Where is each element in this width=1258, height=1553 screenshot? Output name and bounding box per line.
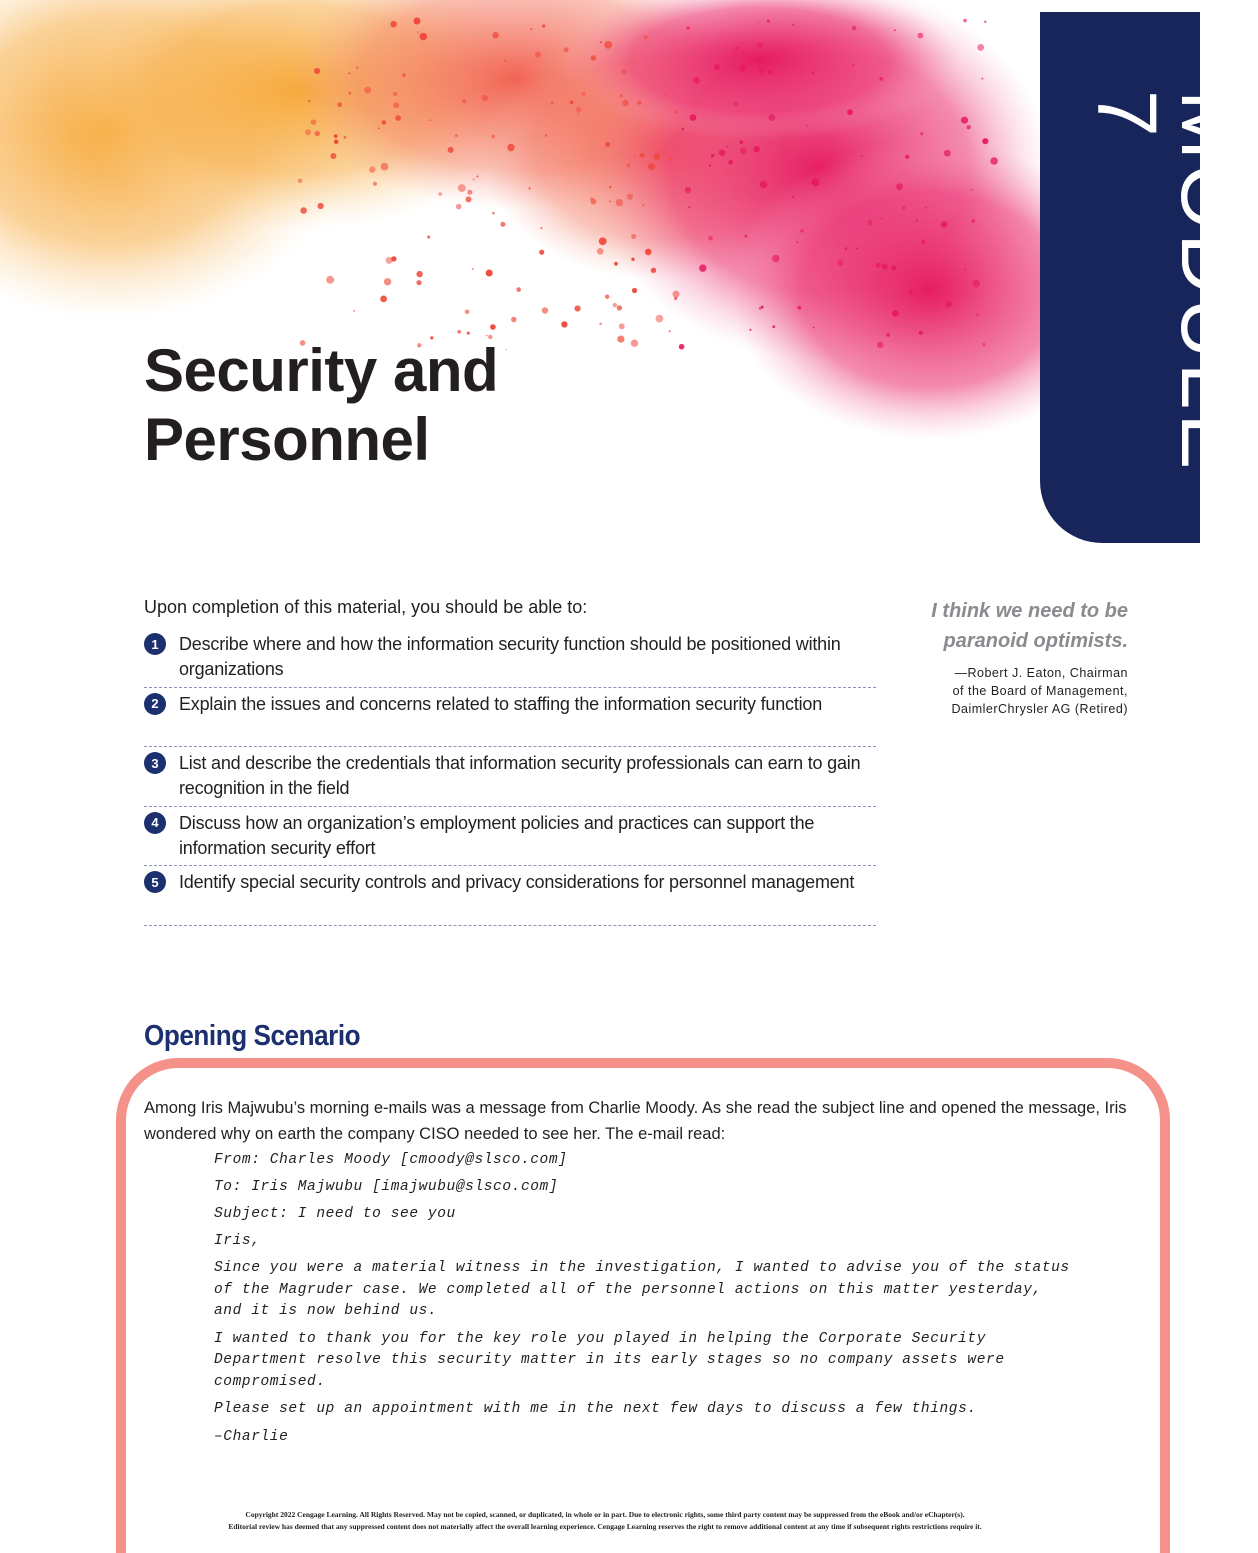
paint-speckle <box>856 247 858 249</box>
paint-speckle <box>753 146 759 152</box>
paint-speckle <box>305 129 311 135</box>
paint-speckle <box>739 65 746 72</box>
paint-speckle <box>511 317 516 322</box>
paint-speckle <box>648 163 655 170</box>
paint-speckle <box>545 134 547 136</box>
paint-speckle <box>609 200 611 202</box>
paint-speckle <box>909 290 913 294</box>
paint-speckle <box>961 117 968 124</box>
paint-speckle <box>941 221 948 228</box>
paint-speckle <box>982 138 988 144</box>
email-greeting: Iris, <box>214 1233 261 1249</box>
learning-objectives-list <box>144 628 876 926</box>
paint-speckle <box>542 24 545 27</box>
paint-speckle <box>977 44 984 51</box>
paint-speckle <box>966 125 970 129</box>
paint-speckle <box>417 31 419 33</box>
paint-speckle <box>364 87 371 94</box>
paint-speckle <box>905 155 909 159</box>
paint-speckle <box>599 323 602 326</box>
paint-speckle <box>540 227 542 229</box>
paint-speckle <box>551 101 554 104</box>
paint-speckle <box>430 119 432 121</box>
paint-speckle <box>528 187 530 189</box>
paint-speckle <box>686 26 690 30</box>
paint-speckle <box>311 119 317 125</box>
paint-speckle <box>902 206 905 209</box>
paint-speckle <box>472 268 474 270</box>
paint-speckle <box>946 301 952 307</box>
paint-speckle <box>631 234 636 239</box>
paint-speckle <box>693 77 700 84</box>
paint-speckle <box>726 146 728 148</box>
paint-speckle <box>578 113 580 115</box>
paint-speckle <box>634 156 636 158</box>
paint-speckle <box>455 134 458 137</box>
objectives-heading: Upon completion of this material, you should be able to: <box>144 597 588 617</box>
objective-number-badge: 4 <box>144 812 166 834</box>
paint-speckle <box>597 248 604 255</box>
paint-speckle <box>673 291 680 298</box>
paint-speckle <box>490 324 496 330</box>
paint-speckle <box>476 175 478 177</box>
paint-speckle <box>427 236 430 239</box>
paint-speckle <box>674 297 677 300</box>
paint-speckle <box>622 100 629 107</box>
paint-speckle <box>735 46 739 50</box>
paint-speckle <box>868 220 873 225</box>
paint-speckle <box>758 43 763 48</box>
paint-speckle <box>886 333 890 337</box>
paint-speckle <box>356 66 359 69</box>
paint-speckle <box>984 21 986 23</box>
paint-speckle <box>334 134 338 138</box>
paint-speckle <box>990 157 998 165</box>
paint-speckle <box>733 66 735 68</box>
paint-speckle <box>837 260 843 266</box>
paint-speckle <box>669 330 671 332</box>
paint-speckle <box>709 165 711 167</box>
paint-speckle <box>609 186 611 188</box>
email-signoff: –Charlie <box>214 1428 289 1445</box>
objective-item <box>144 688 876 748</box>
paint-speckle <box>390 21 396 27</box>
paint-speckle <box>852 64 855 67</box>
paint-speckle <box>614 262 618 266</box>
module-tab <box>1040 12 1258 543</box>
module-label: MODULE 7 <box>1080 90 1258 474</box>
paint-speckle <box>373 182 377 186</box>
paint-speckle <box>620 94 623 97</box>
paint-speckle <box>971 189 973 191</box>
paint-speckle <box>719 149 725 155</box>
paint-speckle <box>600 41 602 43</box>
paint-speckle <box>772 255 779 262</box>
paint-speckle <box>892 310 899 317</box>
objective-text: Describe where and how the information security function should be positioned within organizations <box>179 634 841 679</box>
paint-speckle <box>393 92 397 96</box>
paint-speckle <box>492 32 499 39</box>
paint-speckle <box>384 278 391 285</box>
paint-speckle <box>462 99 466 103</box>
paint-speckle <box>504 60 506 62</box>
paint-speckle <box>507 144 514 151</box>
paint-speckle <box>416 280 421 285</box>
paint-speckle <box>664 93 666 95</box>
email-to-line: To: Iris Majwubu [imajwubu@slsco.com] <box>214 1179 559 1195</box>
paint-speckle <box>308 100 310 102</box>
objective-item <box>144 747 876 807</box>
paint-speckle <box>734 102 738 106</box>
paint-speckle <box>591 55 596 60</box>
paint-speckle <box>326 276 334 284</box>
attribution-line: of the Board of Management, <box>952 684 1128 698</box>
epigraph-quote <box>884 596 1128 718</box>
objective-text: Explain the issues and concerns related to staffing the information security function <box>179 693 823 714</box>
paint-speckle <box>500 222 505 227</box>
paint-speckle <box>599 237 607 245</box>
quote-text: I think we need to be paranoid optimists. <box>931 600 1128 652</box>
paint-speckle <box>812 72 814 74</box>
paint-speckle <box>879 77 883 81</box>
paint-speckle <box>337 102 342 107</box>
paint-speckle <box>314 68 320 74</box>
objective-text: List and describe the credentials that information security professionals can earn to gain recognition in the field <box>179 753 861 798</box>
paint-speckle <box>813 327 815 329</box>
objective-text: Identify special security controls and privacy considerations for personnel management <box>179 872 855 892</box>
paint-speckle <box>656 315 664 323</box>
paint-speckle <box>758 68 764 74</box>
paint-speckle <box>456 204 462 210</box>
paint-speckle <box>852 26 857 31</box>
paint-speckle <box>896 183 903 190</box>
paint-speckle <box>393 102 399 108</box>
powder-splash-image <box>0 0 1200 560</box>
paint-speckle <box>380 296 387 303</box>
paint-speckle <box>590 197 593 200</box>
paint-speckle <box>640 153 645 158</box>
paint-speckle <box>922 240 926 244</box>
paint-speckle <box>353 310 355 312</box>
title-line-2: Personnel <box>144 406 430 473</box>
paint-speckle <box>627 164 631 168</box>
paint-speckle <box>466 196 472 202</box>
paint-speckle <box>669 158 671 160</box>
email-from-line: From: Charles Moody [cmoody@slsco.com] <box>214 1152 568 1168</box>
paint-speckle <box>416 271 422 277</box>
paint-speckle <box>682 128 685 131</box>
objective-number-badge: 5 <box>144 871 166 893</box>
paint-speckle <box>315 131 320 136</box>
paint-speckle <box>539 250 544 255</box>
paint-speckle <box>745 235 748 238</box>
paint-speckle <box>876 263 881 268</box>
paint-speckle <box>381 163 389 171</box>
paint-speckle <box>391 256 396 261</box>
page-title <box>144 336 644 474</box>
title-line-1: Security and <box>144 337 499 404</box>
paint-speckle <box>561 321 567 327</box>
paint-speckle <box>918 33 924 39</box>
paint-speckle <box>535 52 541 58</box>
paint-speckle <box>772 325 775 328</box>
paint-speckle <box>845 247 848 250</box>
paint-speckle <box>637 101 641 105</box>
attribution-line: DaimlerChrysler AG (Retired) <box>951 702 1128 716</box>
paint-speckle <box>564 47 569 52</box>
objective-item <box>144 807 876 867</box>
paint-speckle <box>861 155 863 157</box>
email-paragraph: I wanted to thank you for the key role you played in helping the Corporate Security Department resolve this security matter in its early stages so no company assets were compromised. <box>214 1330 1005 1390</box>
paint-speckle <box>792 24 794 26</box>
email-paragraph: Since you were a material witness in the investigation, I wanted to advise you of the status of the Magruder case. We completed all of the personnel actions on this matter yesterday, and it is now behind us. <box>214 1260 1070 1319</box>
paint-speckle <box>740 141 744 145</box>
paint-speckle <box>976 313 979 316</box>
copyright-line: Copyright 2022 Cengage Learning. All Rights Reserved. May not be copied, scanned, or duplicated, in whole or in part. Due to electronic rights, some third party content may be suppressed from the eBook and/or eChapter(s). <box>245 1510 965 1519</box>
paint-speckle <box>492 135 496 139</box>
paint-speckle <box>570 101 574 105</box>
paint-speckle <box>448 147 454 153</box>
paint-speckle <box>575 305 581 311</box>
paint-speckle <box>749 329 751 331</box>
objective-item <box>144 866 876 926</box>
opening-scenario-heading: Opening Scenario <box>144 1020 361 1052</box>
paint-speckle <box>964 268 966 270</box>
paint-speckle <box>925 207 927 209</box>
copyright-notice <box>140 1509 1070 1533</box>
paint-speckle <box>300 207 307 214</box>
paint-speckle <box>298 179 303 184</box>
paint-speckle <box>645 249 652 256</box>
paint-speckle <box>768 114 775 121</box>
paint-speckle <box>812 178 820 186</box>
paint-speckle <box>891 265 896 270</box>
paint-speckle <box>728 160 733 165</box>
paint-speckle <box>740 147 747 154</box>
paint-speckle <box>473 178 475 180</box>
attribution-line: —Robert J. Eaton, Chairman <box>954 666 1128 680</box>
paint-speckle <box>465 310 470 315</box>
copyright-line: Editorial review has deemed that any suppressed content does not materially affect the overall learning experience. Cengage Learning reserves the right to remove additional content at any time if subsequent rights restrictions require it. <box>228 1522 982 1531</box>
paint-speckle <box>971 219 975 223</box>
objective-number-badge: 3 <box>144 752 166 774</box>
paint-speckle <box>414 18 421 25</box>
paint-speckle <box>963 19 967 23</box>
paint-speckle <box>632 288 637 293</box>
paint-speckle <box>581 92 585 96</box>
paint-speckle <box>467 190 472 195</box>
quote-attribution <box>884 664 1128 718</box>
paint-speckle <box>613 303 617 307</box>
paint-speckle <box>915 219 917 221</box>
paint-speckle <box>714 64 720 70</box>
paint-speckle <box>457 330 461 334</box>
paint-speckle <box>654 153 661 160</box>
paint-speckle <box>760 181 767 188</box>
paint-speckle <box>759 307 762 310</box>
paint-speckle <box>796 241 798 243</box>
paint-speckle <box>349 92 352 95</box>
paint-speckle <box>642 204 644 206</box>
objective-number-badge: 1 <box>144 633 166 655</box>
paint-speckle <box>674 110 678 114</box>
paint-speckle <box>797 306 801 310</box>
paint-speckle <box>651 268 656 273</box>
paint-speckle <box>711 154 714 157</box>
paint-speckle <box>699 264 706 271</box>
paint-speckle <box>492 212 494 214</box>
paint-speckle <box>733 52 735 54</box>
scenario-intro-paragraph: Among Iris Majwubu’s morning e-mails was a message from Charlie Moody. As she read the subject line and opened the message, Iris wondered why on earth the company CISO needed to see her. The e-mail read: <box>144 1099 1127 1143</box>
paint-speckle <box>982 343 985 346</box>
paint-speckle <box>378 127 380 129</box>
paint-speckle <box>847 109 853 115</box>
paint-speckle <box>944 150 951 157</box>
paint-speckle <box>807 125 809 127</box>
paint-speckle <box>768 70 773 75</box>
paint-speckle <box>757 22 759 24</box>
paint-speckle <box>622 69 627 74</box>
paint-speckle <box>402 74 405 77</box>
paint-speckle <box>690 114 697 121</box>
paint-speckle <box>334 140 339 145</box>
paint-speckle <box>981 77 983 79</box>
paint-speckle <box>318 203 324 209</box>
paint-speckle <box>619 323 625 329</box>
paint-speckle <box>343 136 346 139</box>
objective-item <box>144 628 876 688</box>
paint-speckle <box>919 331 923 335</box>
paint-speckle <box>420 33 428 41</box>
objective-text: Discuss how an organization’s employment policies and practices can support the information security effort <box>179 812 815 858</box>
paint-speckle <box>631 258 634 261</box>
paint-speckle <box>685 187 691 193</box>
paint-speckle <box>920 132 923 135</box>
paint-speckle <box>616 199 623 206</box>
paint-speckle <box>800 229 803 232</box>
email-subject-line: Subject: I need to see you <box>214 1206 456 1222</box>
paint-speckle <box>604 41 612 49</box>
objective-number-badge: 2 <box>144 693 166 715</box>
paint-speckle <box>458 184 466 192</box>
paint-speckle <box>369 166 375 172</box>
paint-speckle <box>882 264 888 270</box>
paint-speckle <box>516 287 521 292</box>
paint-speckle <box>894 29 896 31</box>
email-paragraph: Please set up an appointment with me in the next few days to discuss a few things. <box>214 1401 977 1417</box>
paint-speckle <box>486 270 493 277</box>
paint-speckle <box>767 20 770 23</box>
paint-speckle <box>644 36 647 39</box>
paint-speckle <box>395 115 401 121</box>
paint-speckle <box>627 194 633 200</box>
paint-speckle <box>972 280 980 288</box>
paint-speckle <box>792 196 794 198</box>
paint-speckle <box>438 192 442 196</box>
paint-speckle <box>348 72 350 74</box>
paint-speckle <box>688 206 690 208</box>
paint-speckle <box>877 342 883 348</box>
paint-speckle <box>881 217 883 219</box>
paint-speckle <box>467 332 470 335</box>
paint-speckle <box>330 153 336 159</box>
paint-speckle <box>542 307 548 313</box>
paint-speckle <box>708 236 713 241</box>
paint-speckle <box>617 305 622 310</box>
paint-speckle <box>482 95 488 101</box>
paint-speckle <box>530 28 532 30</box>
email-message <box>214 1150 1074 1454</box>
paint-speckle <box>679 344 685 350</box>
paint-speckle <box>576 107 581 112</box>
paint-speckle <box>605 295 609 299</box>
paint-speckle <box>605 142 610 147</box>
paint-speckle <box>382 120 386 124</box>
